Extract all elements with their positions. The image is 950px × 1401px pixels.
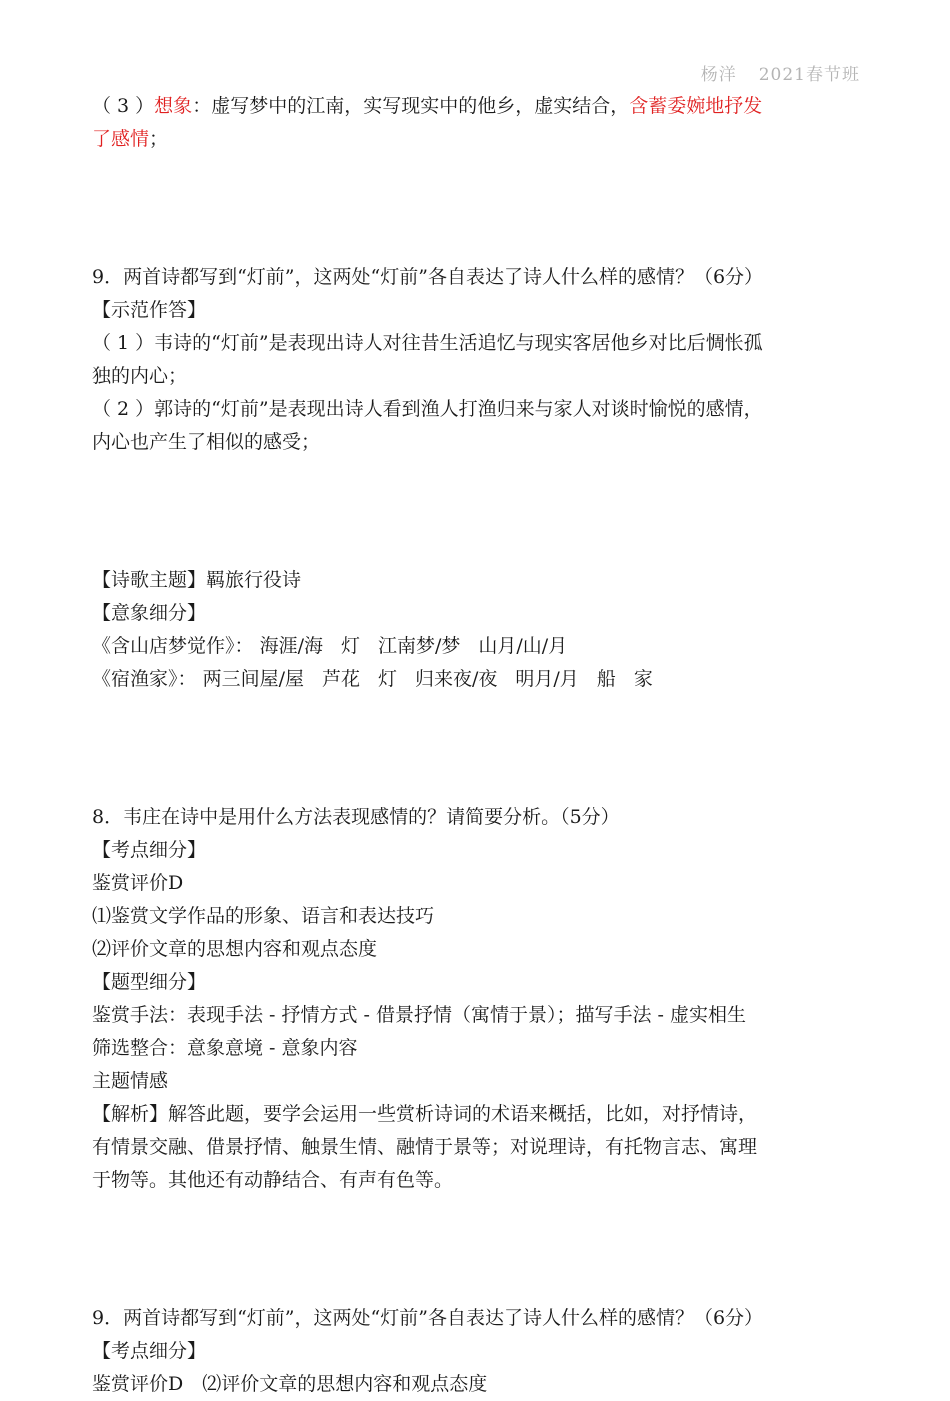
poem1-imagery: 《含山店梦觉作》： 海涯/海 灯 江南梦/梦 山月/山/月 [92,635,568,657]
q9b-kd-label: 【考点细分】 [92,1340,207,1362]
document-body [92,90,862,1401]
poem2-imagery: 《宿渔家》： 两三间屋/屋 芦花 灯 归来夜/夜 明月/月 船 家 [92,668,653,690]
item3-line2: 了感情； [92,128,169,150]
q8-analysis-line2: 有情景交融、借景抒情、触景生情、融情于景等；对说理诗，有托物言志、寓理 [92,1136,758,1158]
q8-kd2: ⑴鉴赏文学作品的形象、语言和表达技巧 [92,905,435,927]
imagery-label: 【意象细分】 [92,602,207,624]
q8-analysis-line1: 【解析】解答此题，要学会运用一些赏析诗词的术语来概括，比如，对抒情诗， [92,1103,758,1125]
q8-analysis-line3: 于物等。其他还有动静结合、有声有色等。 [92,1169,454,1191]
q9b-kd1: 鉴赏评价D ⑵评价文章的思想内容和观点态度 [92,1373,488,1395]
poem1-title: 《含山店梦觉作》： [92,635,254,657]
header-author: 杨洋 [700,65,737,85]
item3-line1: （ 3 ）想象：虚写梦中的江南，实写现实中的他乡，虚实结合，含蓄委婉地抒发 [92,95,763,117]
q9a-answer1-line2: 独的内心； [92,365,188,387]
q8-kd3: ⑵评价文章的思想内容和观点态度 [92,938,378,960]
q8-kd1: 鉴赏评价D [92,872,184,894]
q9a-answer2-line2: 内心也产生了相似的感受； [92,431,321,453]
page-header [701,60,860,85]
q9b-question: 9．两首诗都写到“灯前”，这两处“灯前”各自表达了诗人什么样的感情？（6分） [92,1307,764,1329]
q8-question: 8．韦庄在诗中是用什么方法表现感情的？请简要分析。（5分） [92,806,620,828]
item3-highlight-2: 了感情 [92,128,150,150]
q9a-label: 【示范作答】 [92,299,207,321]
q8-tx3: 主题情感 [92,1070,169,1092]
q8-kd-label: 【考点细分】 [92,839,207,861]
q8-tx1: 鉴赏手法：表现手法 - 抒情方式 - 借景抒情（寓情于景）；描写手法 - 虚实相生 [92,1004,746,1026]
q8-tx2: 筛选整合：意象意境 - 意象内容 [92,1037,358,1059]
header-class: 2021春节班 [758,65,860,85]
q9a-question: 9．两首诗都写到“灯前”，这两处“灯前”各自表达了诗人什么样的感情？（6分） [92,266,764,288]
poem2-title: 《宿渔家》： [92,668,197,690]
q9a-answer1-line1: （ 1 ）韦诗的“灯前”是表现出诗人对往昔生活追忆与现实客居他乡对比后惆怅孤 [92,332,763,354]
item3-highlight: 含蓄委婉地抒发 [629,95,763,117]
q8-tx-label: 【题型细分】 [92,971,207,993]
theme-label: 【诗歌主题】羁旅行役诗 [92,569,302,591]
q9a-answer2-line1: （ 2 ）郭诗的“灯前”是表现出诗人看到渔人打渔归来与家人对谈时愉悦的感情， [92,398,763,420]
item3-term: 想象 [154,95,193,117]
